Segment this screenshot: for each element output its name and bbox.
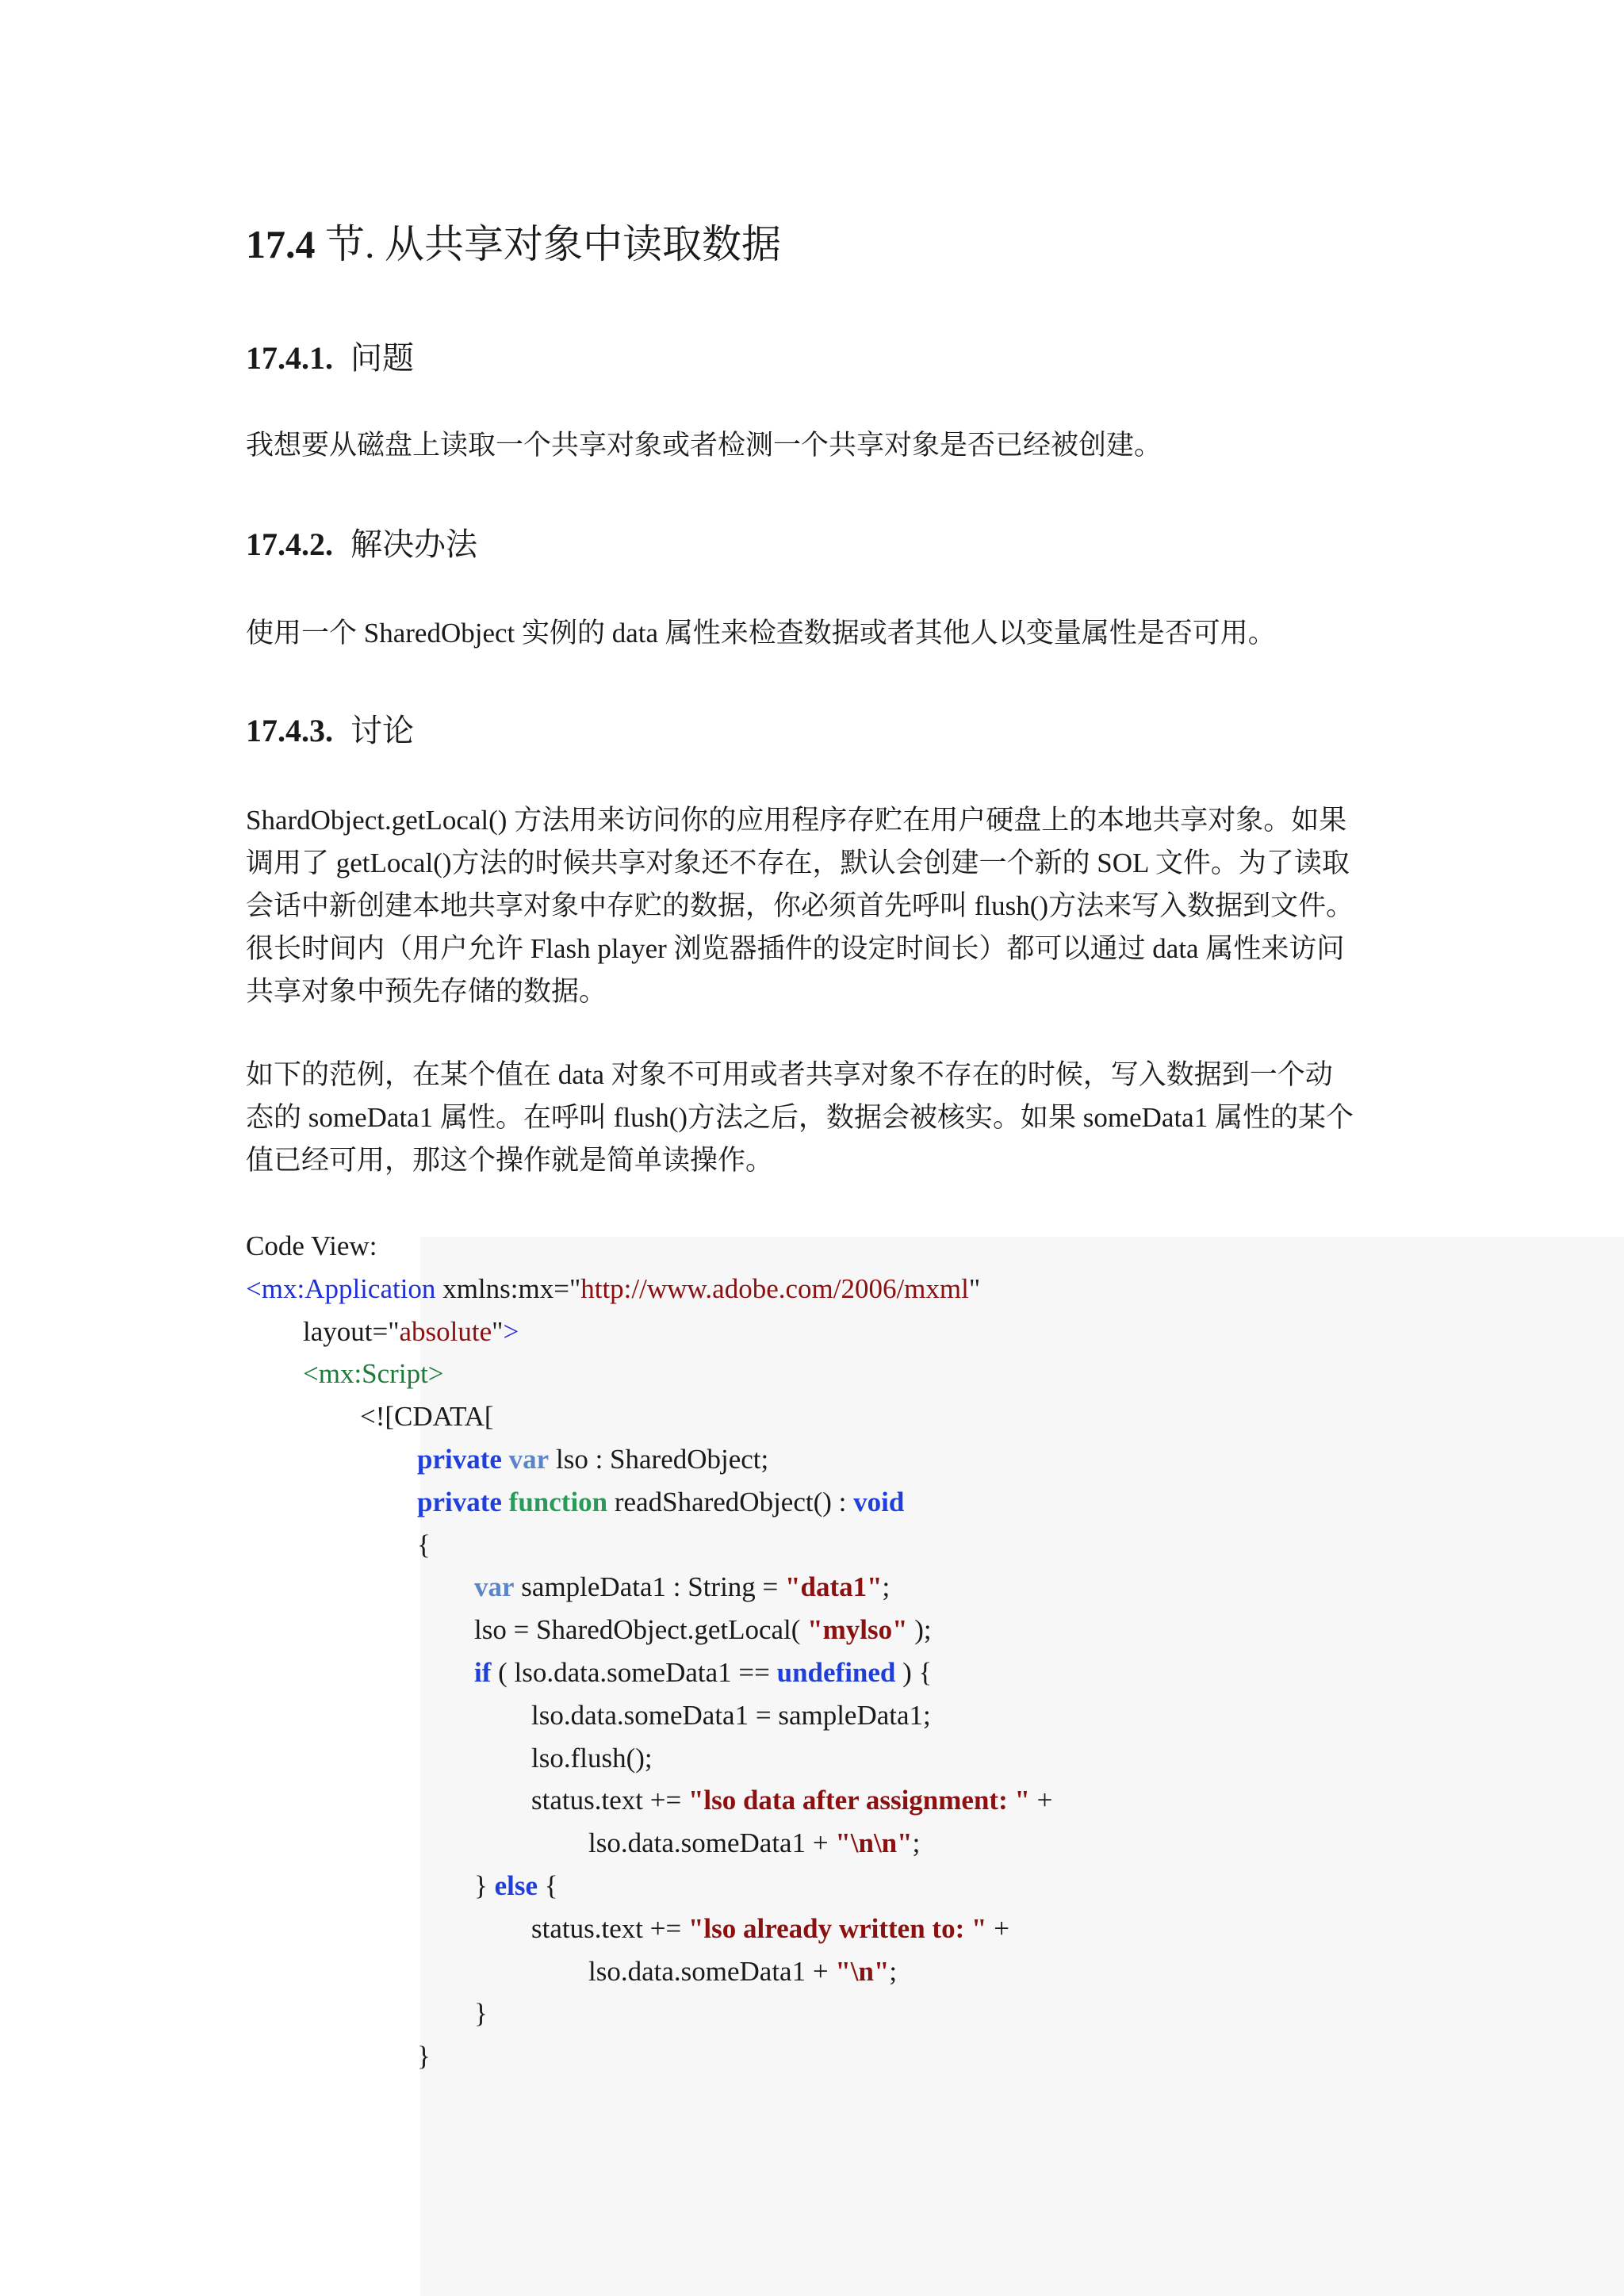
code-line: { xyxy=(417,1529,431,1560)
section-number: 17.4 xyxy=(246,222,316,266)
text-line: 共享对象中预先存储的数据。 xyxy=(246,976,607,1007)
section-heading xyxy=(246,212,781,270)
subsection-number: 17.4.2. xyxy=(246,526,333,562)
section-title: 从共享对象中读取数据 xyxy=(385,222,781,266)
code-line: status.text += "lso data after assignment: " + xyxy=(531,1785,1053,1816)
subsection-title: 解决办法 xyxy=(350,526,477,562)
subsection-heading-problem xyxy=(246,333,414,378)
code-line: lso.data.someData1 = sampleData1; xyxy=(531,1699,931,1731)
code-line: private function readSharedObject() : void xyxy=(417,1486,905,1517)
text-line: 很长时间内（用户允许 Flash player 浏览器插件的设定时间长）都可以通过 data 属性来访问 xyxy=(246,933,1345,964)
code-line: <![CDATA[ xyxy=(360,1401,494,1433)
code-line: } xyxy=(417,2041,431,2072)
subsection-number: 17.4.1. xyxy=(246,340,333,376)
problem-paragraph: 我想要从磁盘上读取一个共享对象或者检测一个共享对象是否已经被创建。 xyxy=(246,430,1162,461)
code-line: <mx:Application xmlns:mx="http://www.adobe.com/2006/mxml" xyxy=(246,1272,981,1304)
code-line: lso.flush(); xyxy=(531,1742,653,1774)
code-line: lso.data.someData1 + "\n\n"; xyxy=(588,1827,921,1859)
code-line: <mx:Script> xyxy=(303,1358,444,1390)
discussion-paragraph-2 xyxy=(246,1054,1388,1182)
code-line: layout="absolute"> xyxy=(303,1315,519,1347)
section-suffix: 节. xyxy=(325,222,375,266)
code-line: } else { xyxy=(474,1869,558,1901)
subsection-heading-discussion xyxy=(246,706,414,751)
code-line: var sampleData1 : String = "data1"; xyxy=(474,1571,891,1603)
subsection-title: 问题 xyxy=(350,340,414,376)
code-line: status.text += "lso already written to: " + xyxy=(531,1912,1009,1944)
text-line: 值已经可用，那这个操作就是简单读操作。 xyxy=(246,1145,774,1176)
code-line: lso.data.someData1 + "\n"; xyxy=(588,1955,898,1987)
subsection-heading-solution xyxy=(246,519,477,564)
code-line: lso = SharedObject.getLocal( "mylso" ); xyxy=(474,1614,932,1646)
solution-paragraph: 使用一个 SharedObject 实例的 data 属性来检查数据或者其他人以变量属性是否可用。 xyxy=(246,618,1276,649)
text-line: 调用了 getLocal()方法的时候共享对象还不存在，默认会创建一个新的 SOL 文件。为了读取 xyxy=(246,848,1350,878)
code-line: if ( lso.data.someData1 == undefined ) { xyxy=(474,1656,933,1688)
subsection-number: 17.4.3. xyxy=(246,713,333,748)
subsection-title: 讨论 xyxy=(350,713,414,748)
text-line: 如下的范例，在某个值在 data 对象不可用或者共享对象不存在的时候，写入数据到一个动 xyxy=(246,1059,1333,1090)
code-line: private var lso : SharedObject; xyxy=(417,1443,769,1475)
code-line: } xyxy=(474,1998,488,2030)
text-line: 会话中新创建本地共享对象中存贮的数据，你必须首先呼叫 flush()方法来写入数据到文件。 xyxy=(246,890,1354,921)
code-label: Code View: xyxy=(246,1230,377,1261)
discussion-paragraph-1 xyxy=(246,799,1388,1013)
code-listing xyxy=(246,1225,1052,2078)
text-line: ShardObject.getLocal() 方法用来访问你的应用程序存贮在用户硬盘上的本地共享对象。如果 xyxy=(246,805,1347,836)
text-line: 态的 someData1 属性。在呼叫 flush()方法之后，数据会被核实。如果 someData1 属性的某个 xyxy=(246,1102,1354,1133)
